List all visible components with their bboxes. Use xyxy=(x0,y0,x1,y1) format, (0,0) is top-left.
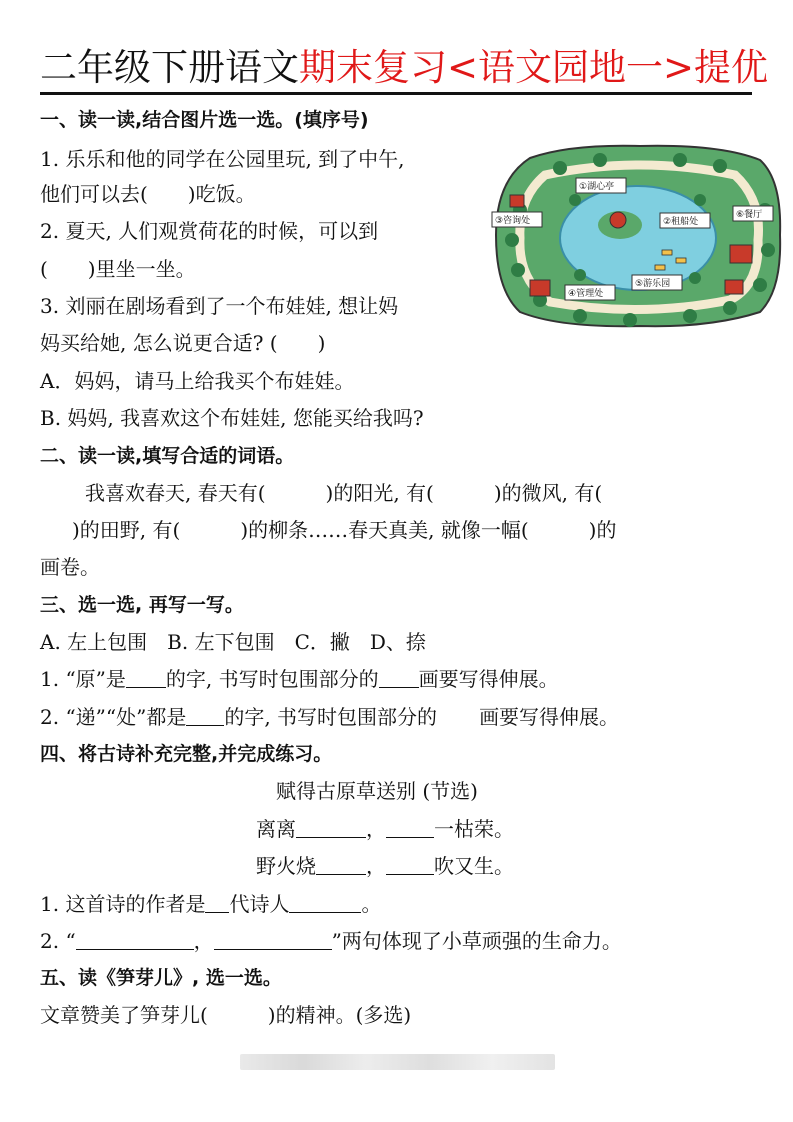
s2-line1: 我喜欢春天, 春天有( )的阳光, 有( )的微风, 有( xyxy=(85,481,603,505)
map-label-1: ①湖心亭 xyxy=(579,182,615,192)
s3-q1-part3: 画要写得伸展。 xyxy=(418,667,559,691)
poem-line1-part1: 离离 xyxy=(256,817,296,841)
s1-option-a: A．妈妈，请马上给我买个布娃娃。 xyxy=(40,369,355,393)
s4-q1-part1: 1. 这首诗的作者是 xyxy=(40,892,206,916)
s1-q1-line1: 1. 乐乐和他的同学在公园里玩, 到了中午, xyxy=(40,147,405,171)
s3-q2-part1: 2. “递”“处”都是 xyxy=(40,705,187,729)
map-label-5: ⑤游乐园 xyxy=(635,279,671,289)
s4-q2-part3: ”两句体现了小草顽强的生命力。 xyxy=(331,929,622,953)
pavilion-icon xyxy=(610,212,626,228)
blurred-footer-watermark xyxy=(240,1054,555,1070)
s3-q2-part2: 的字, 书写时包围部分的 xyxy=(224,705,438,729)
s3-q1-part2: 的字, 书写时包围部分的 xyxy=(165,667,379,691)
s4-q2-blank1[interactable] xyxy=(76,931,194,950)
s2-line3: 画卷。 xyxy=(40,555,100,579)
s4-q2-part1: 2. “ xyxy=(40,929,76,953)
poem-line1-part3: 一枯荣。 xyxy=(434,817,514,841)
s3-q1 xyxy=(40,666,559,692)
poem-line1-comma: ， xyxy=(366,817,386,841)
title-underline xyxy=(40,92,752,95)
s4-q2 xyxy=(40,928,622,954)
s1-q2-line1: 2. 夏天, 人们观赏荷花的时候，可以到 xyxy=(40,219,379,243)
s3-q1-blank2[interactable] xyxy=(379,669,419,688)
section-5-heading: 五、读《笋芽儿》, 选一选。 xyxy=(40,967,282,989)
poem-title: 赋得古原草送别 (节选) xyxy=(276,779,478,803)
s3-q1-part1: 1. “原”是 xyxy=(40,667,126,691)
poem-line2-part3: 吹又生。 xyxy=(434,854,514,878)
s4-q1-part3: 。 xyxy=(361,892,382,916)
s1-q2-line2: ( )里坐一坐。 xyxy=(40,257,196,281)
s2-line2: )的田野, 有( )的柳条……春天真美, 就像一幅( )的 xyxy=(72,518,617,542)
poem-line1-blank2[interactable] xyxy=(386,819,434,838)
poem-line2-blank1[interactable] xyxy=(316,856,366,875)
s3-q2-blank1[interactable] xyxy=(186,707,224,726)
section-3-heading: 三、选一选, 再写一写。 xyxy=(40,594,244,616)
s4-q2-comma: ， xyxy=(193,929,214,953)
s3-q1-blank1[interactable] xyxy=(126,669,166,688)
s1-q3-line1: 3. 刘丽在剧场看到了一个布娃娃, 想让妈 xyxy=(40,294,399,318)
s3-q2-part3: 画要写得伸展。 xyxy=(479,705,620,729)
s4-q2-blank2[interactable] xyxy=(214,931,332,950)
title-red-part: 期末复习<语文园地一>提优 xyxy=(299,46,769,89)
s4-q1-blank2[interactable] xyxy=(289,894,361,913)
map-label-3: ③咨询处 xyxy=(495,216,531,226)
section-4-heading: 四、将古诗补充完整,并完成练习。 xyxy=(40,743,333,765)
s1-q1-line2: 他们可以去( )吃饭。 xyxy=(40,182,256,206)
poem-line1-blank1[interactable] xyxy=(296,819,366,838)
page-title xyxy=(40,45,768,93)
park-map-illustration xyxy=(490,140,785,330)
section-1-heading: 一、读一读,结合图片选一选。(填序号) xyxy=(40,109,369,131)
map-label-6: ⑥餐厅 xyxy=(736,210,763,220)
s4-q1 xyxy=(40,891,381,917)
map-label-2: ②租船处 xyxy=(663,217,699,227)
poem-line1 xyxy=(256,816,514,842)
s4-q1-blank1[interactable] xyxy=(205,894,229,913)
s3-options: A. 左上包围 B. 左下包围 C．撇 D、捺 xyxy=(40,630,426,654)
s5-question: 文章赞美了笋芽儿( )的精神。(多选) xyxy=(40,1003,412,1027)
poem-line2-blank2[interactable] xyxy=(386,856,434,875)
title-black-part: 二年级下册语文 xyxy=(40,46,299,89)
section-2-heading: 二、读一读,填写合适的词语。 xyxy=(40,445,295,467)
poem-line2-part1: 野火烧 xyxy=(256,854,316,878)
s3-q2 xyxy=(40,704,619,730)
poem-line2-comma: ， xyxy=(366,854,386,878)
s1-option-b: B. 妈妈, 我喜欢这个布娃娃, 您能买给我吗? xyxy=(40,406,424,430)
s4-q1-part2: 代诗人 xyxy=(229,892,290,916)
map-label-4: ④管理处 xyxy=(568,289,604,299)
s1-q3-line2: 妈买给她, 怎么说更合适? ( ) xyxy=(40,331,326,355)
poem-line2 xyxy=(256,853,514,879)
